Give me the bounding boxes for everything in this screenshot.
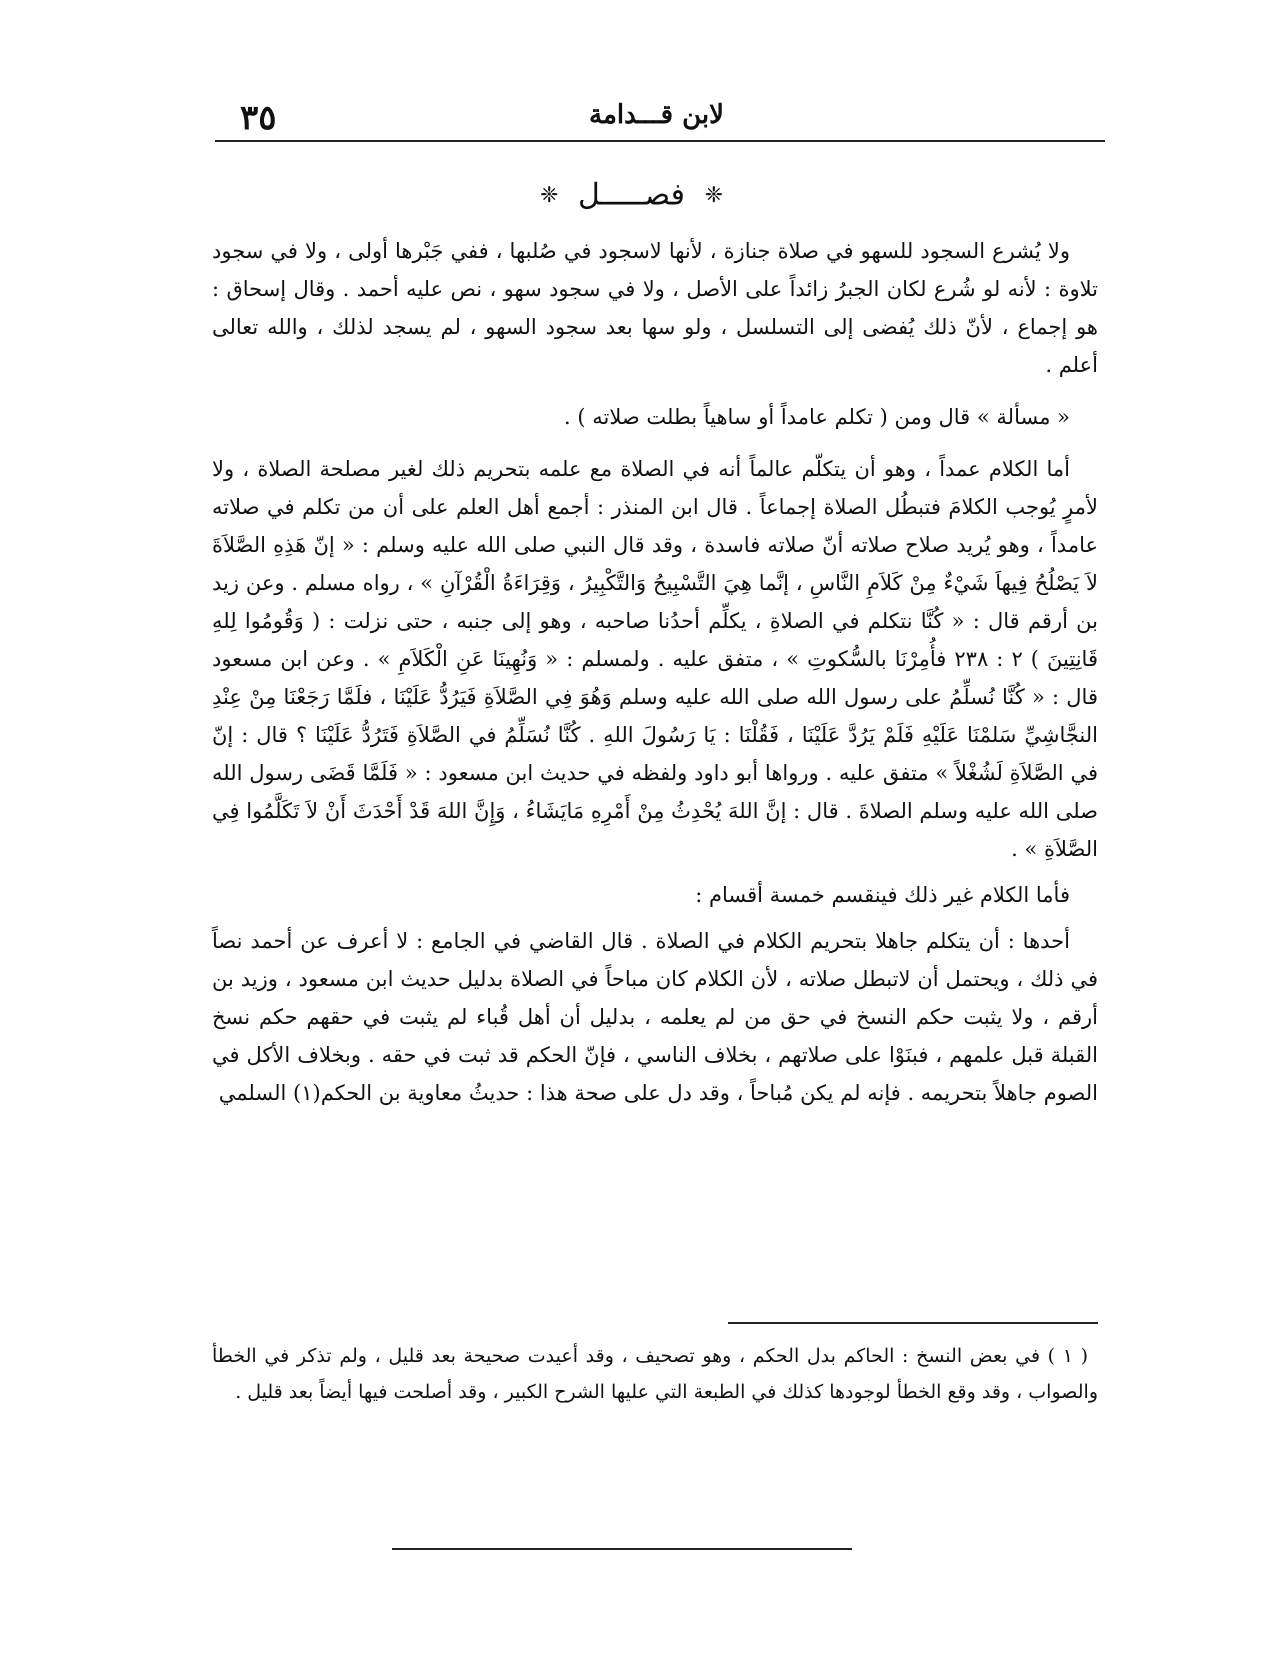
section-title: فصـــــل [577, 177, 686, 213]
footnote-rule [728, 1322, 1098, 1324]
main-text [212, 232, 1098, 1112]
ornament-right-icon: ❈ [704, 182, 723, 208]
page-number: ٣٥ [240, 98, 277, 138]
section-heading [0, 176, 1263, 213]
header-rule [215, 140, 1105, 142]
running-head [210, 98, 1103, 138]
ornament-left-icon: ❈ [540, 182, 559, 208]
paragraph: فأما الكلام غير ذلك فينقسم خمسة أقسام : [695, 883, 1070, 907]
bottom-rule [392, 1548, 852, 1550]
footnotes [212, 1338, 1098, 1410]
paragraph: أما الكلام عمداً ، وهو أن يتكلّم عالماً أنه في الصلاة مع علمه بتحريم ذلك لغير مصلحة الصلاة ، ولا لأمرٍ يُوجب الكلامَ فتبطُل الصلاة إجماعاً . قال ابن المنذر : أجمع أهل العلم على أن من تكلم في صلاته عامداً ، وهو يُريد صلاح صلاته أنّ صلاته فاسدة ، وقد قال النبي صلى الله عليه وسلم : « إنّ هَذِهِ الصَّلاَةَ لاَ يَصْلُحُ فِيهاَ شَيْءٌ مِنْ كَلاَمِ النَّاسِ ، إنَّما هِيَ التَّسْبِيحُ وَالتَّكْبِيرُ ، وَقِرَاءَةُ الْقُرْآنِ » ، رواه مسلم . وعن زيد بن أرقم قال : « كُنَّا نتكلم في الصلاةِ ، يكلِّم أحدُنا صاحبه ، وهو إلى جنبه ، حتى نزلت : ( وَقُومُوا لِلهِ قَانِتِينَ ) ٢ : ٢٣٨ فأُمِرْنَا بالسُّكوتِ » ، متفق عليه . ولمسلم : « وَنُهِينَا عَنِ الْكَلاَمِ » . وعن ابن مسعود قال : « كُنَّا نُسلِّمُ على رسول الله صلى الله عليه وسلم وَهُوَ فِي الصَّلاَةِ فَيَرُدُّ عَلَيْنَا ، فلَمَّا رَجَعْنَا مِنْ عِنْدِ النجَّاشِيِّ سَلمْنَا عَلَيْهِ فَلَمْ يَرُدَّ عَلَيْنَا ، فَقُلْنَا : يَا رَسُولَ اللهِ . كُنَّا نُسَلِّمُ في الصَّلاَةِ فَتَرُدُّ عَلَيْنَا ؟ قال : إنّ في الصَّلاَةِ لَشُغْلاً » متفق عليه . ورواها أبو داود ولفظه في حديث ابن مسعود : « فَلَمَّا قَضَى رسول الله صلى الله عليه وسلم الصلاةَ . قال : إنَّ اللهَ يُحْدِثُ مِنْ أَمْرِهِ مَايَشَاءُ ، وَإِنَّ اللهَ قَدْ أَحْدَثَ أَنْ لاَ تَكَلَّمُوا فِي الصَّلاَةِ » . [212, 457, 1098, 861]
paragraph: أحدها : أن يتكلم جاهلا بتحريم الكلام في الصلاة . قال القاضي في الجامع : لا أعرف عن أحمد نصاً في ذلك ، ويحتمل أن لاتبطل صلاته ، لأن الكلام كان مباحاً في الصلاة بدليل حديث ابن مسعود ، وزيد بن أرقم ، ولا يثبت حكم النسخ في حق من لم يعلمه ، بدليل أن أهل قُباء لم يثبت في حقهم حكم نسخ القبلة قبل علمهم ، فبنَوْا على صلاتهم ، بخلاف الناسي ، فإنّ الحكم قد ثبت في حقه . وبخلاف الأكل في الصوم جاهلاً بتحريمه . فإنه لم يكن مُباحاً ، وقد دل على صحة هذا : حديثُ معاوية بن الحكم(١) السلمي [212, 929, 1098, 1105]
masala-heading: « مسألة » قال ومن ( تكلم عامداً أو ساهياً بطلت صلاته ) . [564, 405, 1070, 429]
footnote: ( ١ ) في بعض النسخ : الحاكم بدل الحكم ، وهو تصحيف ، وقد أعيدت صحيحة بعد قليل ، ولم تذكر في الخطأ والصواب ، وقد وقع الخطأ لوجودها كذلك في الطبعة التي عليها الشرح الكبير ، وقد أصلحت فيها أيضاً بعد قليل . [212, 1345, 1098, 1403]
running-title: لابن قـــدامة [589, 100, 724, 130]
paragraph: ولا يُشرع السجود للسهو في صلاة جنازة ، لأنها لاسجود في صُلبها ، ففي جَبْرها أولى ، ولا في سجود تلاوة : لأنه لو شُرع لكان الجبرُ زائداً على الأصل ، ولا في سجود سهو ، نص عليه أحمد . وقال إسحاق : هو إجماع ، لأنّ ذلك يُفضى إلى التسلسل ، ولو سها بعد سجود السهو ، لم يسجد لذلك ، والله تعالى أعلم . [212, 239, 1098, 377]
